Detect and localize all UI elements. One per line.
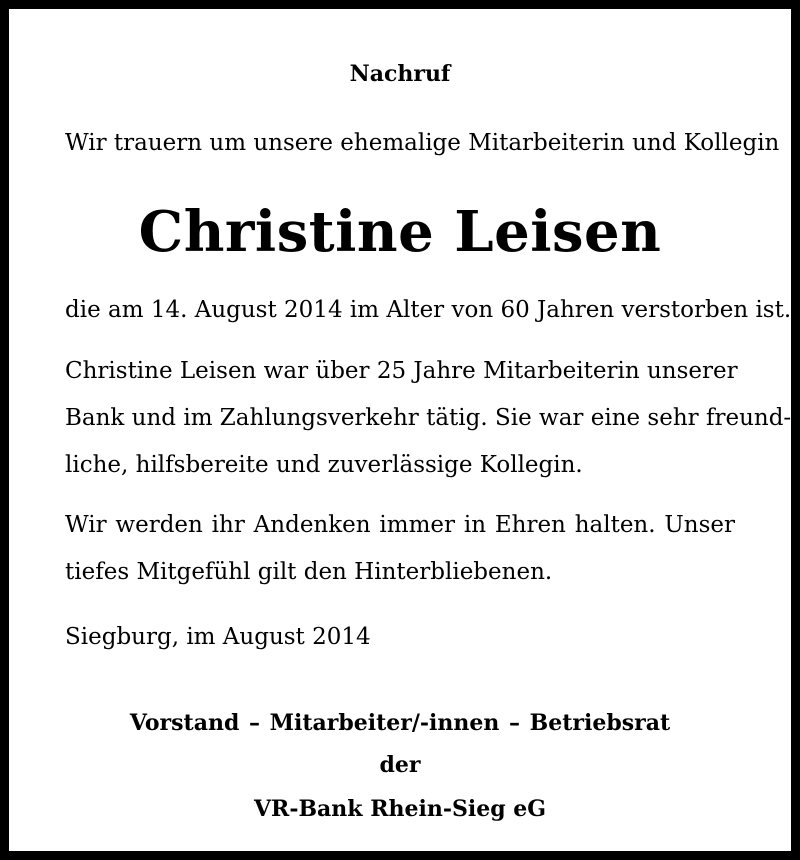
condolence-line: Wir werden ihr Andenken immer in Ehren halten. Unser	[65, 512, 735, 538]
obituary-content	[65, 9, 792, 851]
signatory-connector: der	[379, 752, 421, 778]
notice-heading: Nachruf	[349, 61, 451, 87]
tribute-line: Christine Leisen war über 25 Jahre Mitarbeiterin unserer	[65, 358, 738, 384]
signatory-organization: VR-Bank Rhein-Sieg eG	[253, 796, 547, 822]
intro-line: Wir trauern um unsere ehemalige Mitarbeiterin und Kollegin	[65, 130, 780, 156]
deceased-name: Christine Leisen	[138, 199, 662, 265]
tribute-paragraph	[65, 348, 792, 489]
tribute-line: Bank und im Zahlungsverkehr tätig. Sie war eine sehr freund-	[65, 405, 792, 431]
death-date-line: die am 14. August 2014 im Alter von 60 Jahren verstorben ist.	[65, 297, 792, 323]
tribute-line: liche, hilfsbereite und zuverlässige Kollegin.	[65, 452, 583, 478]
condolence-paragraph	[65, 502, 735, 596]
condolence-line: tiefes Mitgefühl gilt den Hinterbliebenen.	[65, 559, 553, 585]
place-date: Siegburg, im August 2014	[65, 624, 371, 650]
signatory-groups: Vorstand – Mitarbeiter/-innen – Betriebsrat	[129, 710, 671, 736]
